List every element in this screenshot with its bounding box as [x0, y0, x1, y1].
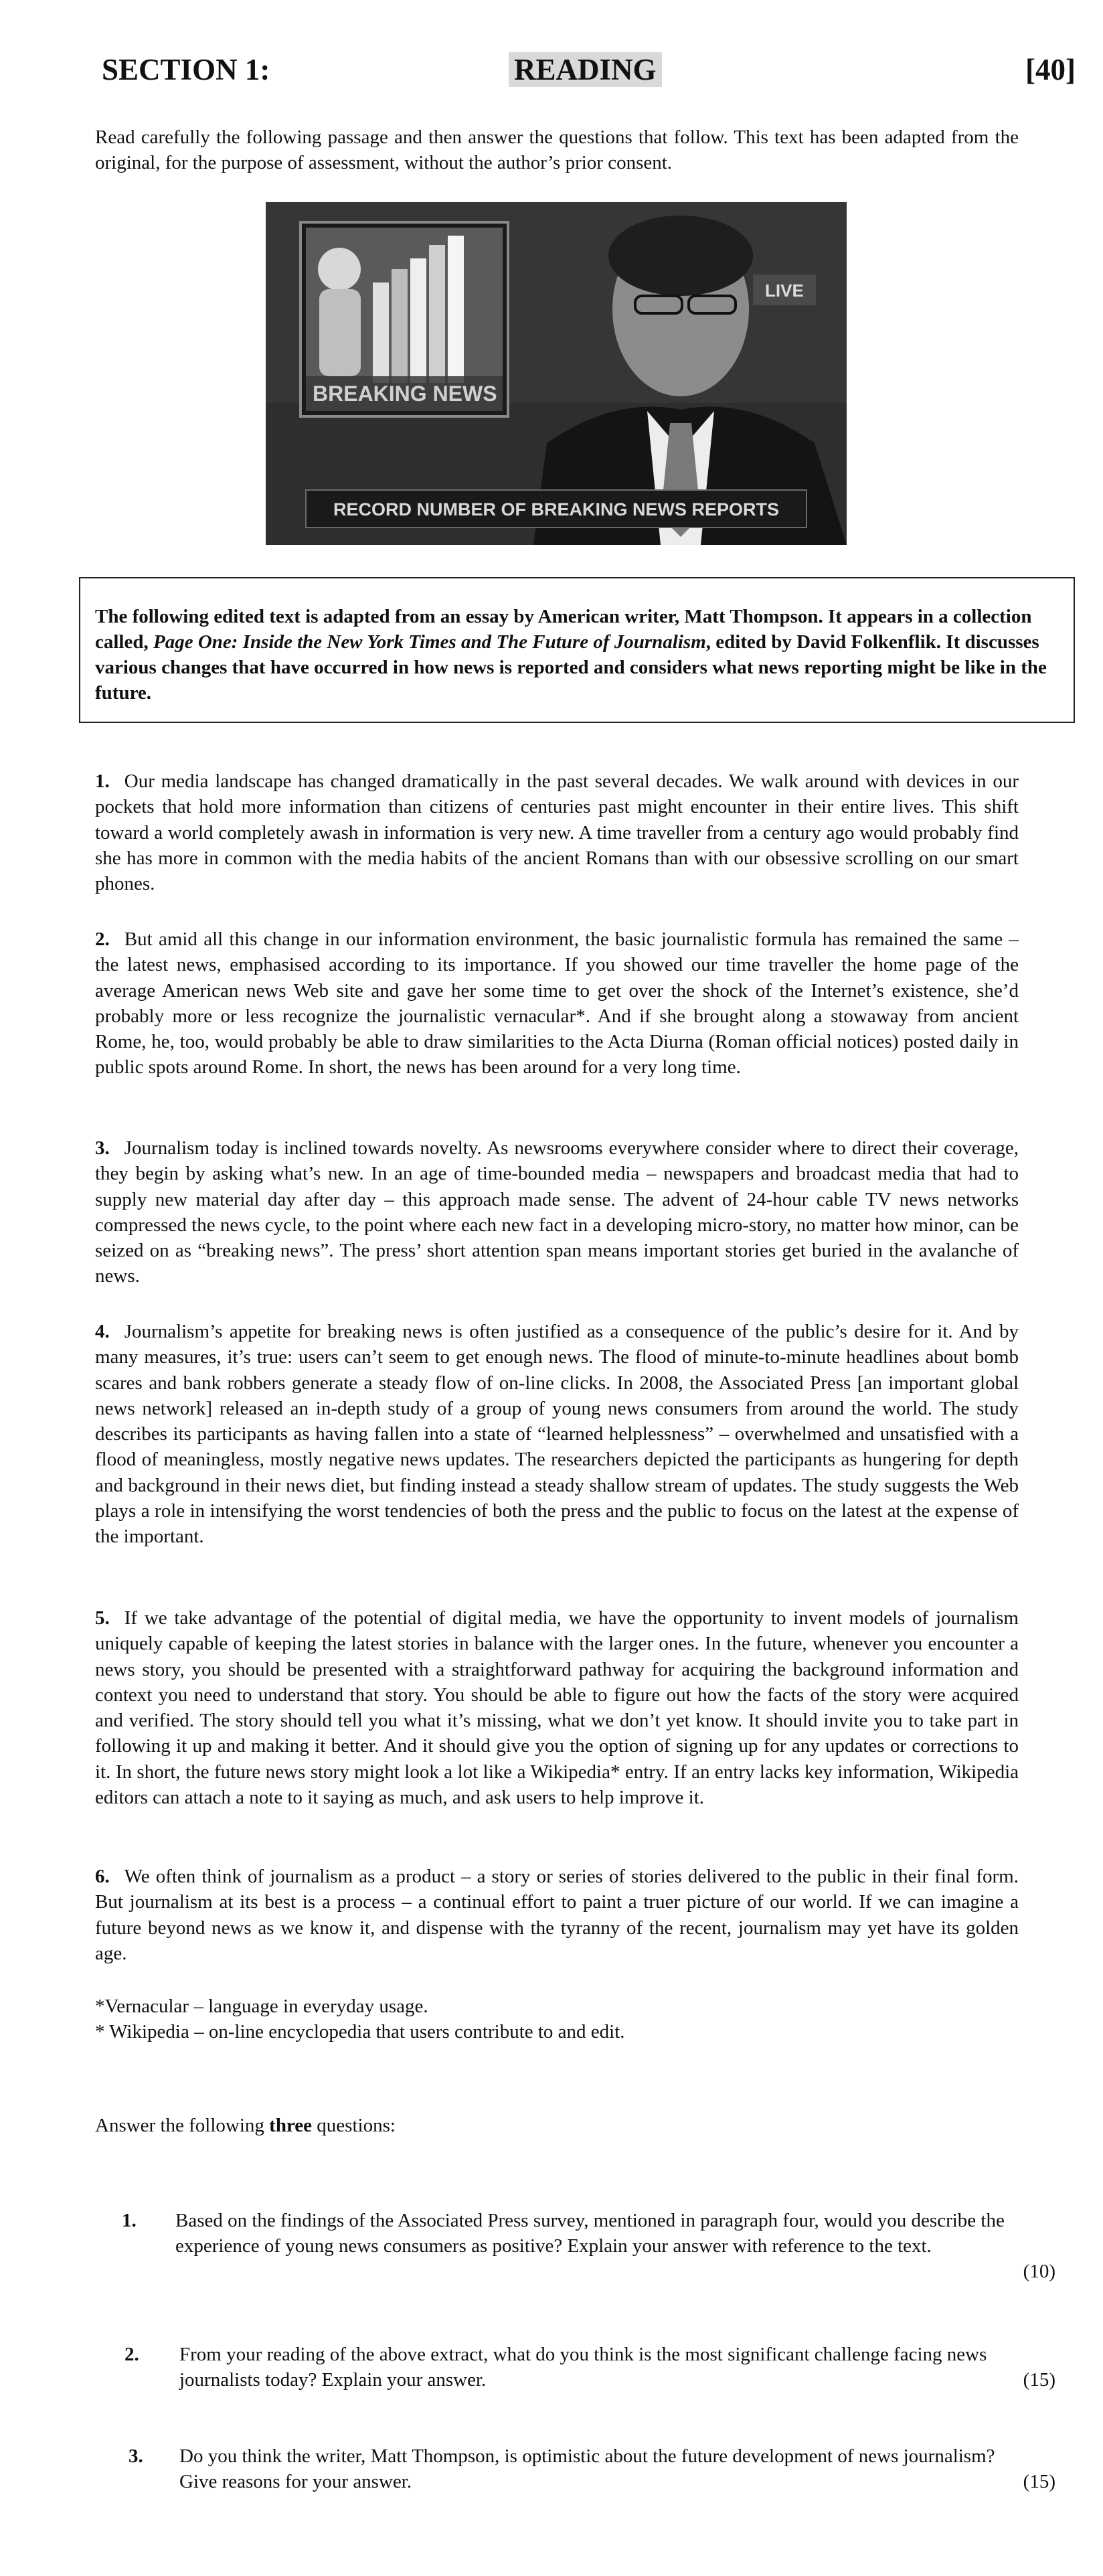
questions-instruction: [95, 2113, 396, 2138]
footnote-vernacular: *Vernacular – language in everyday usage.: [95, 1996, 428, 2017]
section-title: READING: [509, 52, 662, 87]
paragraph-text: If we take advantage of the potential of digital media, we have the opportunity to invent models of journalism uniquely capable of keeping the latest stories in balance with the larger ones. In the future, whenever you encounter a news story, you should be presented with a straightforward pathway for acquiring the background information and context you need to understand that story. You should be able to figure out how the facts of the story were acquired and verified. The story should tell you what it’s missing, what we don’t yet know. It should invite you to take part in following it up and making it better. And it should give you the option of signing up for any updates or corrections to it. In short, the future news story might look a lot like a Wikipedia* entry. If an entry lacks key information, Wikipedia editors can attach a note to it saying as much, and ask users to help improve it.: [95, 1607, 1019, 1809]
section-marks: [40]: [1025, 53, 1076, 86]
passage-paragraph-4: [95, 1319, 1019, 1550]
section-label: SECTION 1:: [102, 53, 270, 86]
source-blurb-box: [79, 577, 1075, 723]
question-marks: (15): [1023, 2471, 1055, 2492]
paragraph-text: We often think of journalism as a product – a story or series of stories delivered to the public in their final form. But journalism at its best is a process – a continual effort to paint a truer picture of our world. If we can imagine a future beyond news as we know it, and dispense with the tyranny of the recent, journalism may yet have its golden age.: [95, 1866, 1019, 1964]
paragraph-number: 3.: [95, 1137, 110, 1159]
news-broadcast-illustration: [266, 202, 847, 545]
passage-paragraph-2: [95, 927, 1019, 1080]
instruction-count: three: [269, 2115, 313, 2136]
paragraph-number: 4.: [95, 1321, 110, 1342]
question-2: [122, 2342, 1059, 2395]
paragraph-number: 5.: [95, 1607, 110, 1629]
question-number: 3.: [129, 2445, 143, 2467]
question-number: 2.: [124, 2344, 139, 2365]
footnotes: [95, 1994, 1019, 2044]
caption-bar-label: RECORD NUMBER OF BREAKING NEWS REPORTS: [333, 499, 780, 519]
footnote-wikipedia: * Wikipedia – on-line encyclopedia that users contribute to and edit.: [95, 2021, 625, 2042]
intro-text: Read carefully the following passage and then answer the questions that follow. This text has been adapted from the original, for the purpose of assessment, without the author’s prior consent.: [95, 127, 1019, 173]
paragraph-number: 2.: [95, 929, 110, 950]
live-badge-label: LIVE: [765, 280, 804, 301]
paragraph-number: 1.: [95, 771, 110, 792]
question-3: [126, 2443, 1063, 2497]
paragraph-number: 6.: [95, 1866, 110, 1887]
question-marks: (15): [1023, 2369, 1055, 2391]
passage-paragraph-3: [95, 1135, 1019, 1289]
passage-paragraph-1: [95, 769, 1019, 896]
question-text: Do you think the writer, Matt Thompson, is optimistic about the future development of news journalism? Give reasons for your answer.: [179, 2445, 995, 2492]
passage-paragraph-6: [95, 1864, 1019, 1966]
blurb-text-part2: , edited by David Folkenflik. It discusses various changes that have occurred in how news is reported and considers what news reporting might be like in the future.: [95, 631, 1047, 704]
blurb-text-part1: The following edited text is adapted from an essay by American writer, Matt Thompson. It appears in a collection called,: [95, 606, 1032, 653]
question-marks: (10): [1023, 2261, 1055, 2282]
question-1: [122, 2208, 1059, 2288]
passage-paragraph-5: [95, 1605, 1019, 1810]
question-text: Based on the findings of the Associated Press survey, mentioned in paragraph four, would you describe the experience of young news consumers as positive? Explain your answer with reference to the text.: [175, 2210, 1005, 2257]
section-header: [102, 52, 1076, 99]
paragraph-text: Our media landscape has changed dramatically in the past several decades. We walk around with devices in our pockets that hold more information than citizens of centuries past might encounter in their entire lives. This shift toward a world completely awash in information is very new. A time traveller from a century ago would probably find she has more in common with the media habits of the ancient Romans than with our obsessive scrolling on our smart phones.: [95, 771, 1019, 895]
paragraph-text: Journalism today is inclined towards novelty. As newsrooms everywhere consider where to direct their coverage, they begin by asking what’s new. In an age of time-bounded media – newspapers and broadcast media that had to supply new material day after day – this approach made sense. The advent of 24-hour cable TV news networks compressed the news cycle, to the point where each new fact in a developing micro-story, no matter how minor, can be seized on as “breaking news”. The press’ short attention span means important stories get buried in the avalanche of news.: [95, 1137, 1019, 1287]
blurb-book-title: Page One: Inside the New York Times and The Future of Journalism: [153, 631, 706, 653]
inset-breaking-news-label: BREAKING NEWS: [313, 382, 497, 406]
paragraph-text: Journalism’s appetite for breaking news is often justified as a consequence of the public’s desire for it. And by many measures, it’s true: users can’t seem to get enough news. The flood of minute-to-minute headlines about bomb scares and bank robbers generate a steady flow of on-line clicks. In 2008, the Associated Press [an important global news network] released an in-depth study of a group of young news consumers from around the world. The study describes its participants as having fallen into a state of “learned helplessness” – overwhelmed and unsatisfied with a flood of meaningless, mostly negative news updates. The researchers depicted the participants as hungering for depth and background in their news diet, but finding instead a steady shallow stream of updates. The study suggests the Web plays a role in intensifying the worst tendencies of both the press and the public to focus on the latest at the expense of the important.: [95, 1321, 1019, 1548]
news-broadcast-image: [266, 202, 847, 545]
question-text: From your reading of the above extract, what do you think is the most significant challenge facing news journalists today? Explain your answer.: [179, 2344, 987, 2391]
paragraph-text: But amid all this change in our information environment, the basic journalistic formula has remained the same – the latest news, emphasised according to its importance. If you showed our time traveller the home page of the average American news Web site and gave her some time to get over the shock of the Internet’s existence, she’d probably more or less recognize the journalistic vernacular*. And if she brought along a stowaway from ancient Rome, he, too, would probably be able to draw similarities to the Acta Diurna (Roman official notices) posted daily in public spots around Rome. In short, the news has been around for a very long time.: [95, 929, 1019, 1078]
instruction-before: Answer the following: [95, 2115, 270, 2136]
instruction-after: questions:: [312, 2115, 396, 2136]
question-number: 1.: [122, 2210, 137, 2231]
